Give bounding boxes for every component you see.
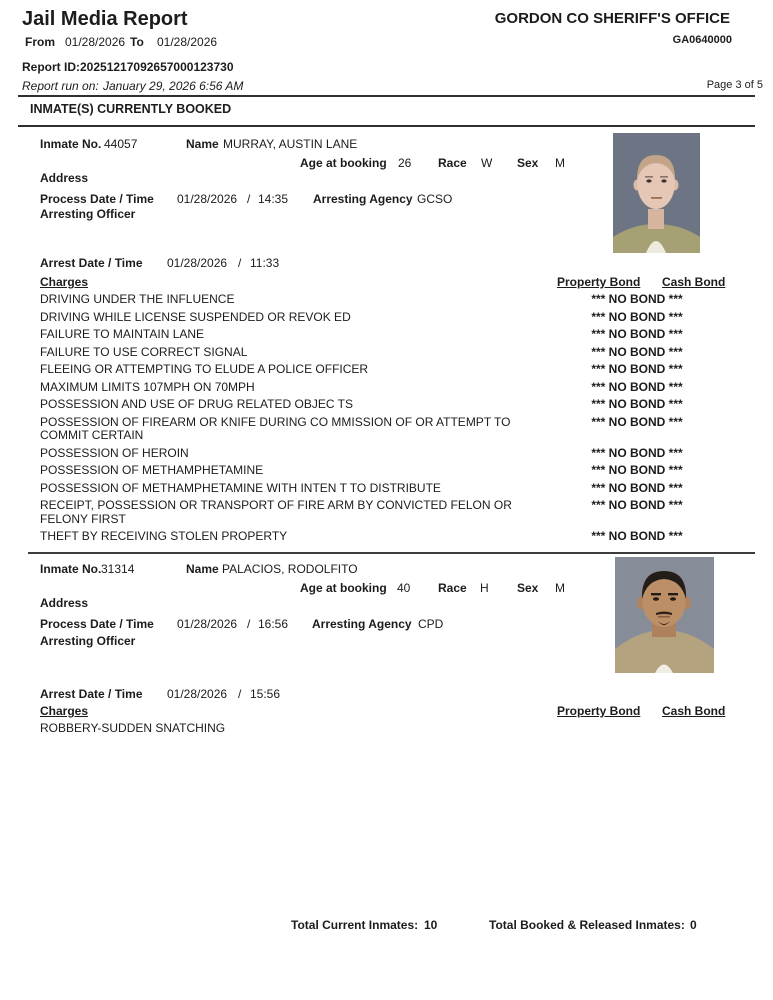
name-label: Name [186, 137, 219, 151]
property-bond-header: Property Bond [557, 704, 641, 718]
age-value: 40 [397, 581, 411, 595]
agency-value: GCSO [417, 192, 453, 206]
run-on-row [0, 79, 773, 95]
arrest-date: 01/28/2026 [167, 256, 228, 270]
mugshot-image [615, 557, 714, 673]
inmate2-arrest-row [0, 687, 773, 703]
process-time: 16:56 [258, 617, 289, 631]
bond-value: *** NO BOND *** [591, 292, 683, 306]
charge-row [40, 293, 732, 307]
office-code: GA0640000 [672, 34, 732, 46]
bond-value: *** NO BOND *** [591, 309, 683, 324]
from-date: 01/28/2026 [65, 35, 126, 49]
charge-row [40, 464, 732, 478]
sex-value: M [555, 156, 565, 170]
mugshot-neck [648, 209, 664, 229]
date-time-separator: / [247, 192, 251, 206]
mugshot-mouth [651, 197, 662, 199]
cash-bond-header: Cash Bond [662, 704, 726, 718]
section-title: INMATE(S) CURRENTLY BOOKED [30, 102, 232, 116]
bond-value: *** NO BOND *** [591, 397, 683, 411]
race-value: H [480, 581, 489, 595]
bond-value: *** NO BOND *** [591, 379, 683, 394]
charge-row [40, 722, 732, 736]
mugshot-brow-right [668, 593, 678, 595]
bond-value: *** NO BOND *** [591, 463, 683, 477]
mugshot-eye-left [646, 179, 651, 182]
race-label: Race [438, 581, 467, 595]
sex-value: M [555, 581, 565, 595]
age-label: Age at booking [300, 156, 387, 170]
report-title: Jail Media Report [22, 8, 188, 30]
name-label: Name [186, 562, 219, 576]
charge-row [40, 530, 732, 544]
charge-description: RECEIPT, POSSESSION OR TRANSPORT OF FIRE ARM BY CONVICTED FELON OR FELONY FIRST [40, 498, 512, 526]
run-on-value: January 29, 2026 6:56 AM [103, 79, 244, 93]
charge-row [40, 346, 732, 360]
charge-description: POSSESSION OF HEROIN [40, 445, 189, 460]
mugshot-eye-right [670, 597, 676, 601]
to-date: 01/28/2026 [157, 35, 218, 49]
inmate2-charges-list [40, 722, 732, 740]
mugshot-image [613, 133, 700, 253]
sex-label: Sex [517, 581, 539, 595]
charge-row [40, 381, 732, 395]
officer-label: Arresting Officer [40, 207, 136, 221]
section-divider [18, 125, 755, 127]
name-value: PALACIOS, RODOLFITO [222, 562, 358, 576]
bond-value: *** NO BOND *** [591, 480, 683, 495]
race-value: W [481, 156, 493, 170]
charges-header-label: Charges [40, 704, 89, 718]
bond-value: *** NO BOND *** [591, 445, 683, 460]
charge-description: POSSESSION OF METHAMPHETAMINE WITH INTEN T TO DISTRIBUTE [40, 480, 441, 495]
process-date: 01/28/2026 [177, 617, 238, 631]
charge-description: THEFT BY RECEIVING STOLEN PROPERTY [40, 529, 288, 543]
from-label: From [25, 35, 55, 49]
mugshot-eye-left [653, 597, 659, 601]
mugshot-brow-right [660, 176, 668, 178]
charge-description: DRIVING WHILE LICENSE SUSPENDED OR REVOK ED [40, 309, 351, 324]
mugshot-brow-left [645, 176, 653, 178]
mugshot-mouth [658, 616, 670, 618]
office-name: GORDON CO SHERIFF'S OFFICE [494, 10, 730, 27]
age-value: 26 [398, 156, 412, 170]
arrest-label: Arrest Date / Time [40, 256, 143, 270]
inmate2-mugshot [615, 557, 714, 673]
process-label: Process Date / Time [40, 192, 154, 206]
property-bond-header: Property Bond [557, 275, 641, 289]
inmate1-charges-header [0, 275, 773, 291]
arrest-label: Arrest Date / Time [40, 687, 143, 701]
charge-description: FAILURE TO MAINTAIN LANE [40, 327, 205, 341]
arrest-time: 15:56 [250, 687, 281, 701]
inmate-no-value: 44057 [104, 137, 138, 151]
total-booked-label: Total Booked & Released Inmates: [489, 918, 685, 932]
process-label: Process Date / Time [40, 617, 154, 631]
bond-value: *** NO BOND *** [591, 362, 683, 376]
totals-row [0, 918, 773, 934]
inmate-no-value: 31314 [101, 562, 135, 576]
charge-description: ROBBERY-SUDDEN SNATCHING [40, 721, 226, 735]
report-id-row [0, 60, 773, 76]
total-current-value: 10 [424, 918, 438, 932]
charge-row [40, 398, 732, 412]
officer-label: Arresting Officer [40, 634, 136, 648]
bond-value: *** NO BOND *** [591, 529, 683, 543]
name-value: MURRAY, AUSTIN LANE [223, 137, 358, 151]
inmate-no-label: Inmate No. [40, 562, 102, 576]
address-label: Address [40, 596, 89, 610]
process-date: 01/28/2026 [177, 192, 238, 206]
charge-description: FLEEING OR ATTEMPTING TO ELUDE A POLICE OFFICER [40, 362, 369, 376]
date-time-separator: / [238, 256, 242, 270]
charges-header-label: Charges [40, 275, 89, 289]
date-range-row [0, 35, 773, 51]
charge-description: MAXIMUM LIMITS 107MPH ON 70MPH [40, 379, 255, 394]
inmate1-arrest-row [0, 256, 773, 272]
charge-row [40, 311, 732, 325]
inmate-separator [28, 552, 755, 554]
charge-row [40, 482, 732, 496]
page-indicator: Page 3 of 5 [706, 79, 763, 91]
charge-row [40, 363, 732, 377]
bond-value: *** NO BOND *** [591, 414, 683, 429]
inmate-no-label: Inmate No. [40, 137, 102, 151]
agency-value: CPD [418, 617, 444, 631]
agency-label: Arresting Agency [312, 617, 412, 631]
charge-description: FAILURE TO USE CORRECT SIGNAL [40, 344, 248, 359]
charge-row [40, 416, 732, 443]
agency-label: Arresting Agency [313, 192, 413, 206]
run-on-label: Report run on: [22, 79, 99, 93]
inmate1-charges-list [40, 293, 732, 548]
sex-label: Sex [517, 156, 539, 170]
total-booked-value: 0 [690, 918, 697, 932]
age-label: Age at booking [300, 581, 387, 595]
report-id-value: 20251217092657000123730 [80, 60, 234, 74]
header-divider [18, 95, 755, 97]
race-label: Race [438, 156, 467, 170]
arrest-date: 01/28/2026 [167, 687, 228, 701]
bond-value: *** NO BOND *** [591, 498, 683, 512]
report-id-label: Report ID: [22, 60, 80, 74]
total-current-label: Total Current Inmates: [291, 918, 419, 932]
address-label: Address [40, 171, 89, 185]
bond-value: *** NO BOND *** [591, 327, 683, 341]
bond-value: *** NO BOND *** [591, 344, 683, 359]
charge-description: POSSESSION OF METHAMPHETAMINE [40, 463, 264, 477]
charge-description: POSSESSION OF FIREARM OR KNIFE DURING CO MMISSION OF OR ATTEMPT TO COMMIT CERTAIN [40, 414, 511, 442]
charge-row [40, 328, 732, 342]
to-label: To [130, 35, 144, 49]
charge-row [40, 499, 732, 526]
date-time-separator: / [247, 617, 251, 631]
arrest-time: 11:33 [250, 256, 280, 270]
date-time-separator: / [238, 687, 242, 701]
inmate1-mugshot [613, 133, 700, 253]
mugshot-brow-left [651, 593, 661, 595]
charge-row [40, 447, 732, 461]
cash-bond-header: Cash Bond [662, 275, 726, 289]
charge-description: DRIVING UNDER THE INFLUENCE [40, 292, 235, 306]
inmate2-charges-header [0, 704, 773, 720]
mugshot-eye-right [661, 179, 666, 182]
process-time: 14:35 [258, 192, 289, 206]
charge-description: POSSESSION AND USE OF DRUG RELATED OBJEC TS [40, 397, 353, 411]
